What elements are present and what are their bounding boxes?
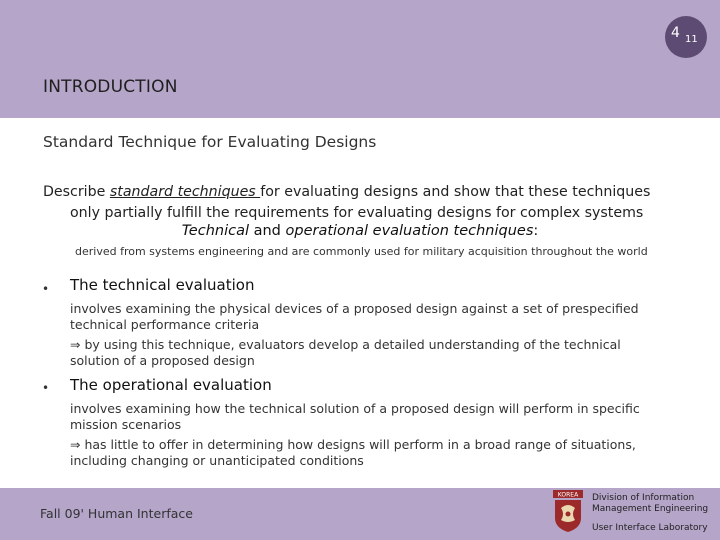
bullet-title-technical: The technical evaluation bbox=[70, 276, 255, 294]
bullet-line: involves examining the physical devices of a proposed design against a set of prespecified technical performance criteria bbox=[70, 301, 639, 332]
page-number: 4 bbox=[671, 25, 680, 41]
bullet-body-operational bbox=[70, 401, 670, 469]
dept-line-2: Management Engineering bbox=[592, 504, 709, 514]
intro-paragraph bbox=[43, 182, 683, 224]
heading-operational: operational evaluation techniques bbox=[285, 223, 534, 239]
intro-lead: Describe bbox=[43, 184, 110, 200]
course-label: Fall 09' Human Interface bbox=[40, 506, 193, 521]
bullet-line: ⇒ by using this technique, evaluators develop a detailed understanding of the technical solution of a proposed design bbox=[70, 337, 621, 368]
bullet-line: involves examining how the technical solution of a proposed design will perform in specific mission scenarios bbox=[70, 401, 640, 432]
heading-colon: : bbox=[533, 223, 539, 239]
heading-and: and bbox=[249, 223, 286, 239]
intro-line2: only partially fulfill the requirements for evaluating designs for complex systems bbox=[70, 205, 644, 221]
bullet-line: ⇒ has little to offer in determining how designs will perform in a broad range of situations, including changing or unanticipated conditions bbox=[70, 437, 636, 468]
techniques-heading bbox=[0, 223, 720, 239]
bullet-marker: • bbox=[42, 381, 50, 395]
slide-subtitle: Standard Technique for Evaluating Designs bbox=[43, 133, 377, 151]
title-divider bbox=[0, 118, 720, 121]
bullet-body-technical bbox=[70, 301, 670, 369]
logo-text: KOREA bbox=[557, 491, 579, 499]
lab-name: User Interface Laboratory bbox=[592, 523, 708, 533]
page-total: 11 bbox=[685, 34, 698, 45]
university-logo bbox=[553, 490, 583, 532]
intro-rest: for evaluating designs and show that these techniques bbox=[260, 184, 651, 200]
heading-technical: Technical bbox=[181, 223, 249, 239]
page-title: INTRODUCTION bbox=[43, 77, 178, 97]
bullet-title-operational: The operational evaluation bbox=[70, 376, 272, 394]
footer-divider bbox=[0, 486, 720, 488]
dept-line-1: Division of Information bbox=[592, 493, 695, 503]
department-info bbox=[592, 493, 708, 534]
bullet-marker: • bbox=[42, 282, 50, 296]
intro-underlined: standard techniques bbox=[109, 184, 261, 200]
derived-note: derived from systems engineering and are commonly used for military acquisition throughout the world bbox=[75, 245, 648, 258]
